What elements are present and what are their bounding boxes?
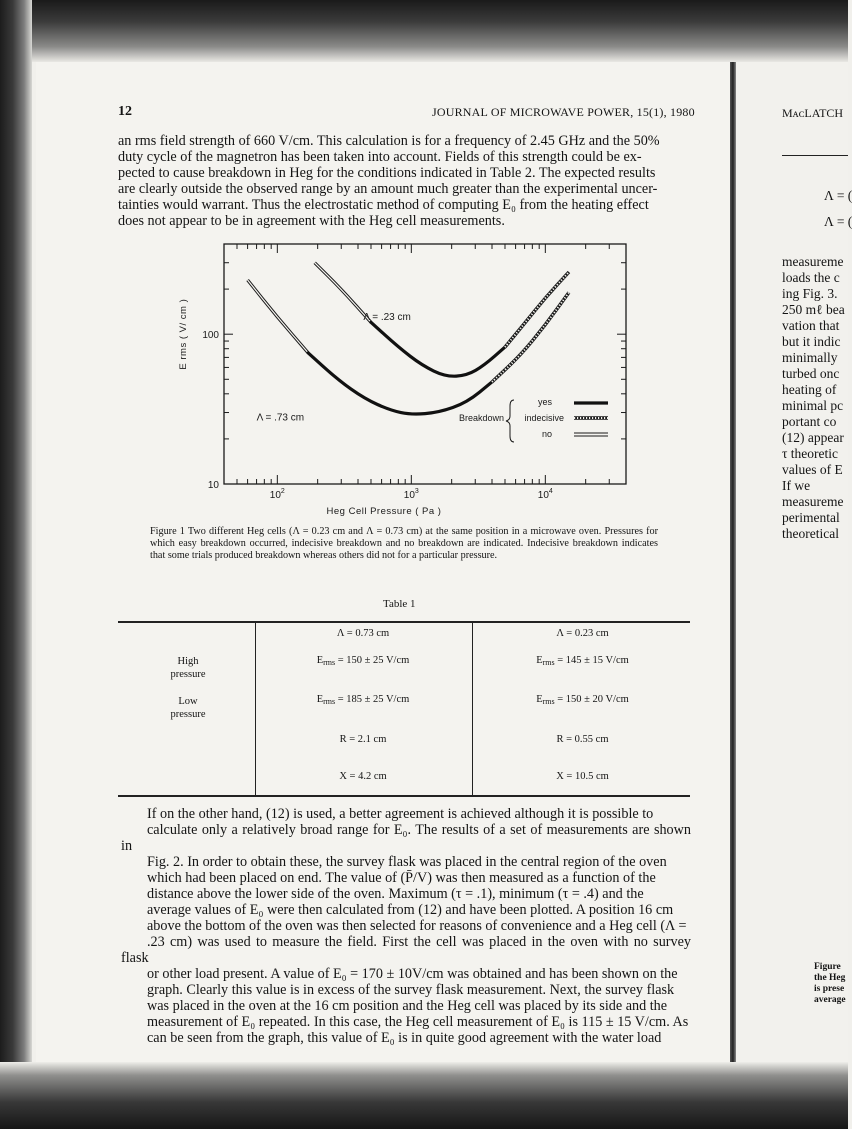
cell-x-023: X = 10.5 cm <box>556 771 609 782</box>
x-tick-label: $10^2$ <box>269 488 285 501</box>
paragraph-2 <box>121 806 691 1046</box>
right-text-line: (12) appear <box>782 430 844 445</box>
y-axis-label: E rms ( V/ cm ) <box>178 298 189 370</box>
y-tick-label: 10 <box>207 480 219 491</box>
cell-low-023: $E_{rms} = 150 \pm 20$ V/cm <box>536 694 629 706</box>
x-tick-exponent: 3 <box>414 488 419 495</box>
right-text-line: portant co <box>782 414 837 429</box>
scan-edge-bottom <box>0 1062 848 1129</box>
figure-caption: Figure 1 Two different Heg cells (Λ = 0.23 cm and Λ = 0.73 cm) at the same position in a microwave oven. Pressures for which easy breakdown occurred, indecisive breakdown and no breakdown are indicated. Indecisive breakdown indicates that some trials produced breakdown whereas others did not for a particular pressure. <box>150 526 658 561</box>
right-text-line: ing Fig. 3. <box>782 286 838 301</box>
legend-label-indecisive: indecisive <box>524 413 564 423</box>
right-text-line: measureme <box>782 494 844 509</box>
text-line: graph. Clearly this value is in excess of the survey flask measurement. Next, the survey flask <box>147 982 675 998</box>
table-rule-bottom <box>118 795 690 797</box>
x-tick-exponent: 2 <box>280 488 285 495</box>
series-0-yes <box>371 322 505 376</box>
right-page <box>736 62 848 1062</box>
col-header-073: Λ = 0.73 cm <box>336 628 390 639</box>
text-line: If on the other hand, (12) is used, a better agreement is achieved although it is possible to <box>147 806 654 822</box>
right-running-head: MᴀᴄLATCH <box>782 106 844 120</box>
x-tick-label: $10^4$ <box>537 488 553 501</box>
right-text-line: theoretical <box>782 526 839 541</box>
text-line: calculate only a relatively broad range for E₀. The results of a set of measurements are shown in <box>121 822 691 854</box>
breakdown-chart <box>178 238 648 518</box>
cell-low-073: $E_{rms} = 185 \pm 25$ V/cm <box>316 694 410 706</box>
text-line: .23 cm) was used to measure the field. First the cell was placed in the oven with no survey flask <box>121 934 691 966</box>
text-line: was placed in the oven at the 16 cm position and the Heg cell was placed by its side and the <box>147 998 668 1014</box>
right-text-line: If we <box>782 478 811 493</box>
legend-label-no: no <box>541 429 552 439</box>
cell-x-073: X = 4.2 cm <box>339 771 387 782</box>
scan-edge-left <box>0 0 32 1129</box>
right-text-line: heating of <box>782 382 837 397</box>
scan-edge-top <box>0 0 848 62</box>
text-line: measurement of E₀ repeated. In this case, the Heg cell measurement of E₀ is 115 ± 15 V/cm. As <box>147 1014 689 1030</box>
cell-r-023: R = 0.55 cm <box>556 734 609 745</box>
plot-frame <box>224 244 626 484</box>
table-1 <box>118 621 690 796</box>
row-label-high-sub: pressure <box>170 669 206 680</box>
right-text-line: minimally <box>782 350 838 365</box>
right-column-text <box>782 254 845 542</box>
caption-line: Figure <box>814 962 841 972</box>
text-line: which had been placed on end. The value of (P̄/V) was then measured as a function of the <box>147 870 656 886</box>
caption-line: is prese <box>814 984 845 994</box>
text-line: are clearly outside the observed range by an amount much greater than the experimental uncer- <box>118 181 658 197</box>
series-1-yes <box>308 353 492 414</box>
book-gutter <box>730 62 736 1072</box>
right-table-rule <box>782 155 848 156</box>
right-text-line: loads the c <box>782 270 840 285</box>
right-eq-line: Λ = ( <box>824 214 852 229</box>
text-line: or other load present. A value of E₀ = 170 ± 10V/cm was obtained and has been shown on the <box>147 966 678 982</box>
text-line: average values of E₀ were then calculated from (12) and have been plotted. A position 16 cm <box>147 902 674 918</box>
cell-r-073: R = 2.1 cm <box>339 734 387 745</box>
paragraph-1 <box>118 133 690 229</box>
text-line: pected to cause breakdown in Heg for the conditions indicated in Table 2. The expected results <box>118 165 656 181</box>
right-text-line: τ theoretic <box>782 446 839 461</box>
table-divider <box>255 621 256 796</box>
legend-brace <box>506 400 514 442</box>
text-line: an rms field strength of 660 V/cm. This calculation is for a frequency of 2.45 GHz and the 50% <box>118 133 660 149</box>
right-text-line: perimental <box>782 510 840 525</box>
col-header-023: Λ = 0.23 cm <box>556 628 609 639</box>
right-text-line: values of E <box>782 462 843 477</box>
journal-running-head: JOURNAL OF MICROWAVE POWER, 15(1), 1980 <box>432 105 695 119</box>
right-text-line: vation that <box>782 318 840 333</box>
table-divider <box>472 621 473 796</box>
figure-1 <box>178 238 648 518</box>
row-label-low: Low <box>178 696 198 707</box>
table-rule-top <box>118 621 690 623</box>
right-text-line: turbed onc <box>782 366 840 381</box>
curve-label-073: Λ = .73 cm <box>256 412 305 424</box>
text-line: can be seen from the graph, this value of E₀ is in quite good agreement with the water load <box>147 1030 662 1046</box>
caption-line: the Heg <box>814 973 846 983</box>
text-line: above the bottom of the oven was then selected for reasons of convenience and a Heg cell (Λ = <box>147 918 687 934</box>
legend-title: Breakdown <box>458 413 504 423</box>
row-label-high: High <box>177 656 199 667</box>
text-line: tainties would warrant. Thus the electrostatic method of computing E₀ from the heating effect <box>118 197 649 213</box>
series-1-indecisive-outer <box>492 292 569 382</box>
page-number: 12 <box>118 104 132 119</box>
text-line: duty cycle of the magnetron has been taken into account. Fields of this strength could be ex- <box>118 149 642 165</box>
right-text-line: measureme <box>782 254 844 269</box>
y-tick-label: 100 <box>202 330 219 342</box>
right-text-line: minimal pc <box>782 398 844 413</box>
right-text-line: but it indic <box>782 334 841 349</box>
x-tick-exponent: 4 <box>548 488 553 495</box>
legend-label-yes: yes <box>537 397 552 407</box>
caption-line: average <box>814 995 846 1005</box>
x-tick-label: $10^3$ <box>403 488 419 501</box>
cell-high-073: $E_{rms} = 150 \pm 25$ V/cm <box>316 655 410 667</box>
right-text-line: 250 mℓ bea <box>782 302 845 317</box>
text-line: does not appear to be in agreement with the Heg cell measurements. <box>118 213 505 229</box>
text-line: Fig. 2. In order to obtain these, the survey flask was placed in the central region of the oven <box>147 854 667 870</box>
text-line: distance above the lower side of the oven. Maximum (τ = .1), minimum (τ = .4) and the <box>147 886 644 902</box>
row-label-low-sub: pressure <box>170 709 206 720</box>
curve-label-023: Λ = .23 cm <box>363 312 411 324</box>
table-title: Table 1 <box>383 598 416 610</box>
cell-high-023: $E_{rms} = 145 \pm 15$ V/cm <box>536 655 629 667</box>
right-figure-caption <box>814 962 846 1006</box>
right-eq-line: Λ = ( <box>824 188 852 203</box>
x-axis-label: Heg Cell Pressure ( Pa ) <box>326 506 442 517</box>
